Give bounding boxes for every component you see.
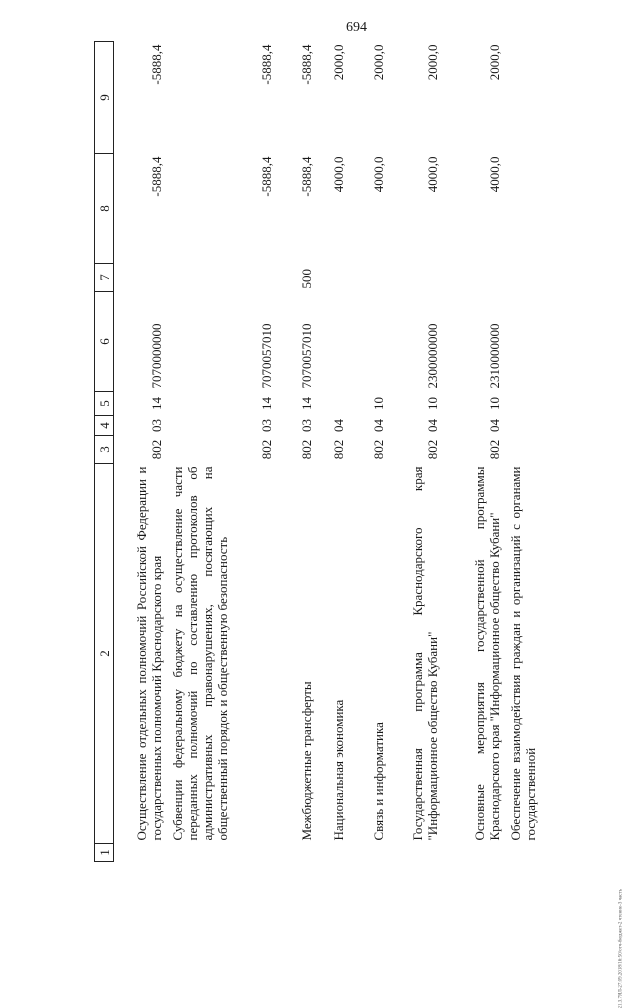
target-article-cell: 2310000000: [487, 323, 502, 389]
ministry-code-cell: 802: [299, 439, 314, 460]
ministry-code-cell: 802: [259, 439, 274, 460]
column-header: 9: [95, 42, 114, 154]
amount-cell: [505, 154, 547, 264]
row-number-cell: [505, 844, 547, 862]
table-row: [389, 42, 443, 862]
expense-type-cell: [317, 264, 349, 292]
row-number-cell: [443, 844, 505, 862]
subsection-code-cell: 10: [487, 397, 502, 410]
ministry-code-cell: 802: [487, 439, 502, 460]
expense-type-cell: [505, 264, 547, 292]
ministry-code-cell: 802: [425, 439, 440, 460]
expense-type-cell: 500: [299, 269, 314, 289]
subsection-code-cell: 10: [371, 397, 386, 410]
subsection-code-cell: 14: [259, 397, 274, 410]
row-number-cell: [317, 844, 349, 862]
section-code-cell: 03: [259, 419, 274, 432]
table-row: [114, 42, 168, 862]
column-header: 6: [95, 292, 114, 392]
column-header: 2: [95, 464, 114, 844]
expense-type-cell: [167, 264, 277, 292]
section-code-cell: 03: [149, 419, 164, 432]
column-header: 8: [95, 154, 114, 264]
amount-cell: -5888,4: [149, 156, 164, 197]
ministry-code-cell: 802: [149, 439, 164, 460]
subsection-code-cell: 14: [149, 397, 164, 410]
table-header-row: [95, 42, 114, 862]
section-code-cell: 04: [331, 419, 346, 432]
footer-note: 21.3.7ЯЛ-27.09.2018/16:50/отч-бюджет-2 чтение-3 часть: [618, 889, 623, 1008]
amount-cell: -5888,4: [299, 156, 314, 197]
amount-cell: 4000,0: [331, 156, 346, 193]
amount-cell: 4000,0: [487, 156, 502, 193]
row-number-cell: [277, 844, 317, 862]
amount-cell: -5888,4: [259, 44, 274, 85]
subsection-code-cell: [317, 392, 349, 416]
expense-type-cell: [389, 264, 443, 292]
amount-cell: 2000,0: [371, 44, 386, 81]
target-article-cell: [349, 292, 389, 392]
column-header: 5: [95, 392, 114, 416]
section-code-cell: 04: [487, 419, 502, 432]
target-article-cell: [505, 292, 547, 392]
page-number: 694: [346, 20, 367, 35]
description-cell: Межбюджетные трансферты: [299, 681, 314, 841]
amount-cell: 2000,0: [487, 44, 502, 81]
description-cell: Обеспечение взаимодействия граждан и организаций с органами государственной: [508, 466, 538, 841]
table-row: [167, 42, 277, 862]
description-cell: Связь и информатика: [371, 722, 386, 841]
column-header: 1: [95, 844, 114, 862]
amount-cell: -5888,4: [259, 156, 274, 197]
target-article-cell: 2300000000: [425, 323, 440, 389]
section-code-cell: 04: [371, 419, 386, 432]
section-code-cell: 04: [425, 419, 440, 432]
amount-cell: 2000,0: [425, 44, 440, 81]
target-article-cell: 7070057010: [299, 323, 314, 389]
column-header: 3: [95, 436, 114, 464]
table-row: [505, 42, 547, 862]
table-row: [349, 42, 389, 862]
amount-cell: 2000,0: [331, 44, 346, 81]
target-article-cell: 7070057010: [259, 323, 274, 389]
row-number-cell: [389, 844, 443, 862]
table-row: [277, 42, 317, 862]
table-row: [317, 42, 349, 862]
expense-type-cell: [114, 264, 168, 292]
rotated-table-container: [94, 42, 556, 862]
description-cell: Государственная программа Краснодарского края "Информационное общество Кубани": [410, 466, 440, 841]
amount-cell: [505, 42, 547, 154]
row-number-cell: [349, 844, 389, 862]
target-article-cell: [317, 292, 349, 392]
section-code-cell: 03: [299, 419, 314, 432]
column-header: 4: [95, 416, 114, 436]
table-row: [443, 42, 505, 862]
amount-cell: 4000,0: [425, 156, 440, 193]
section-code-cell: [505, 416, 547, 436]
description-cell: Осуществление отдельных полномочий Российской Федерации и государственных полномочий Краснодарского края: [134, 466, 164, 841]
ministry-code-cell: [505, 436, 547, 464]
ministry-code-cell: 802: [371, 439, 386, 460]
description-cell: Субвенции федеральному бюджету на осуществление части переданных полномочий по составлению протоколов об административных правонарушениях, посягающих на общественный порядок и общественную безопасность: [170, 466, 230, 841]
subsection-code-cell: 10: [425, 397, 440, 410]
ministry-code-cell: 802: [331, 439, 346, 460]
amount-cell: -5888,4: [149, 44, 164, 85]
amount-cell: -5888,4: [299, 44, 314, 85]
amount-cell: 4000,0: [371, 156, 386, 193]
description-cell: Национальная экономика: [331, 699, 346, 841]
description-cell: Основные мероприятия государственной программы Краснодарского края "Информационное общество Кубани": [472, 466, 502, 841]
subsection-code-cell: 14: [299, 397, 314, 410]
subsection-code-cell: [505, 392, 547, 416]
budget-table: [94, 41, 547, 862]
target-article-cell: 7070000000: [149, 323, 164, 389]
row-number-cell: [167, 844, 277, 862]
row-number-cell: [114, 844, 168, 862]
expense-type-cell: [443, 264, 505, 292]
column-header: 7: [95, 264, 114, 292]
expense-type-cell: [349, 264, 389, 292]
